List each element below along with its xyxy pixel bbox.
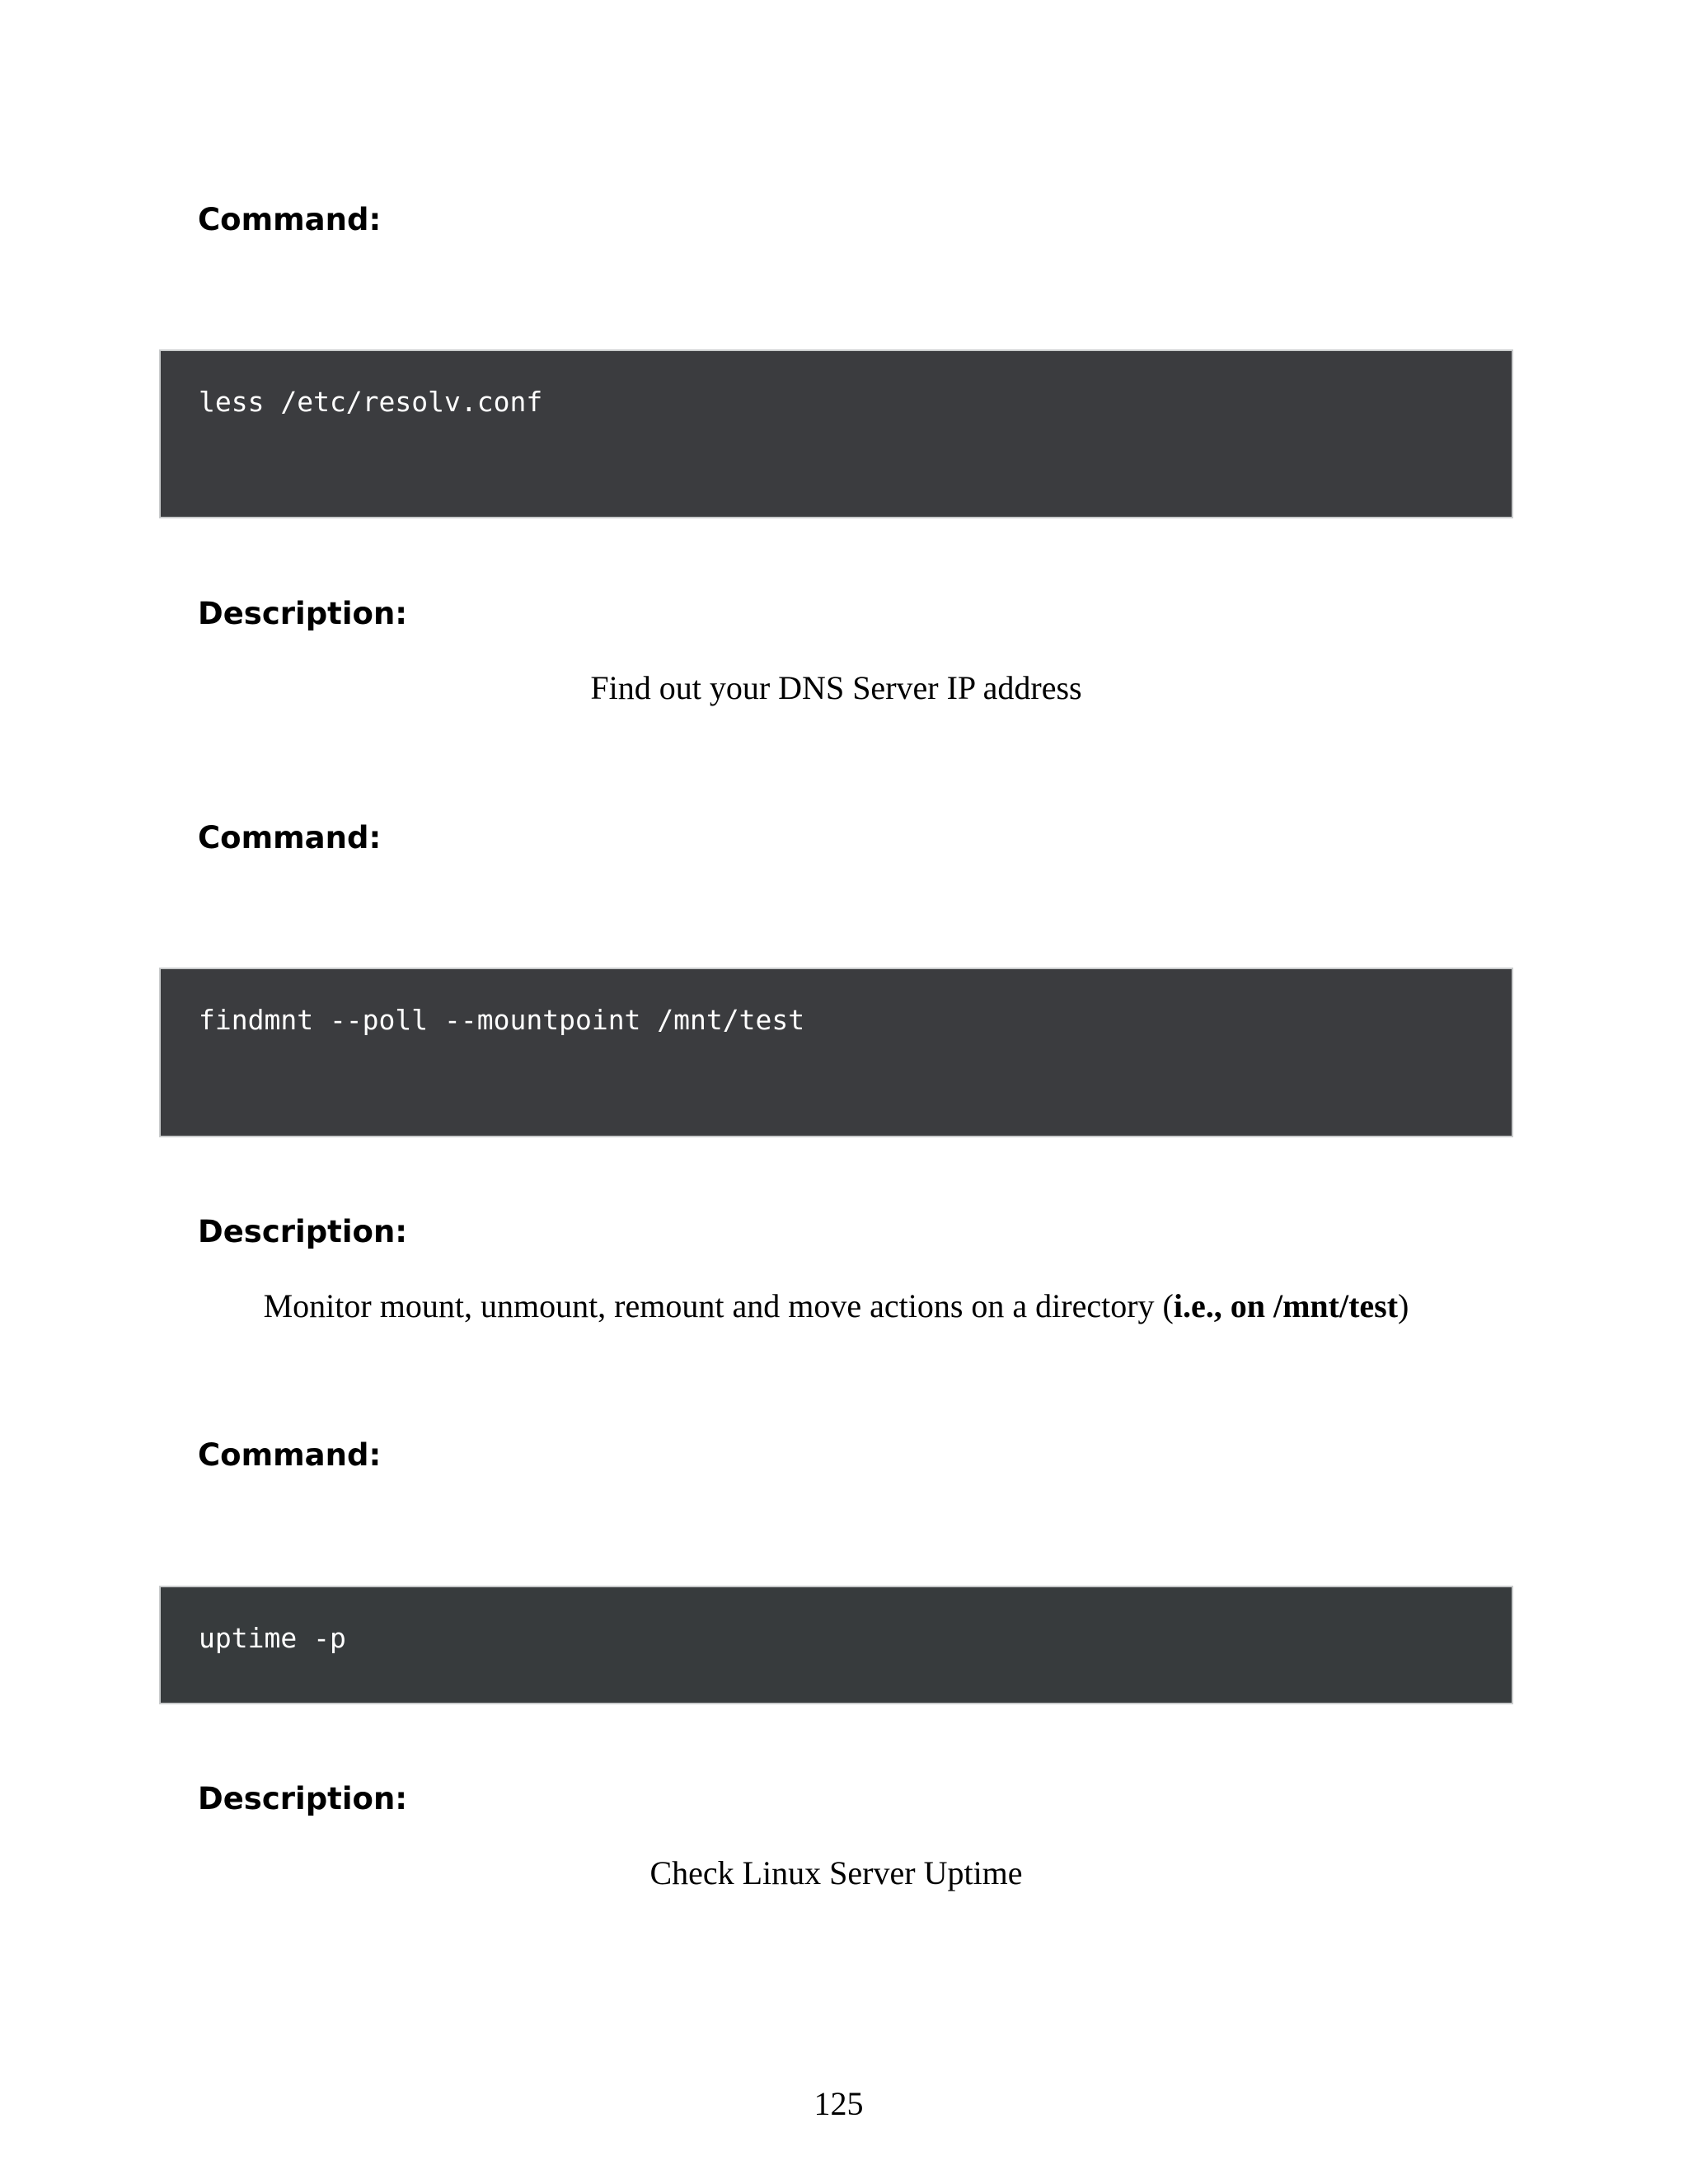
page-number: 125 xyxy=(814,2085,864,2122)
description-text-2-prefix: Monitor mount, unmount, remount and move actions on a directory ( xyxy=(263,1287,1174,1324)
code-block-1 xyxy=(159,349,1513,518)
description-text-1: Find out your DNS Server IP address xyxy=(590,669,1082,706)
command-label-2: Command: xyxy=(198,820,382,855)
command-label-3: Command: xyxy=(198,1437,382,1473)
code-block-2 xyxy=(159,968,1513,1137)
description-label-3: Description: xyxy=(198,1781,408,1816)
command-text-3: uptime -p xyxy=(199,1622,346,1654)
description-text-2 xyxy=(159,1287,1513,1324)
code-block-3 xyxy=(159,1586,1513,1704)
description-label-1: Description: xyxy=(198,596,408,631)
description-text-2-path: i.e., on /mnt/test xyxy=(1173,1287,1399,1324)
command-text-1: less /etc/resolv.conf xyxy=(199,386,543,418)
description-label-2: Description: xyxy=(198,1214,408,1249)
description-text-3: Check Linux Server Uptime xyxy=(649,1854,1023,1891)
command-label-1: Command: xyxy=(198,202,382,237)
description-text-2-suffix: ) xyxy=(1398,1287,1409,1324)
command-text-2: findmnt --poll --mountpoint /mnt/test xyxy=(199,1004,805,1036)
